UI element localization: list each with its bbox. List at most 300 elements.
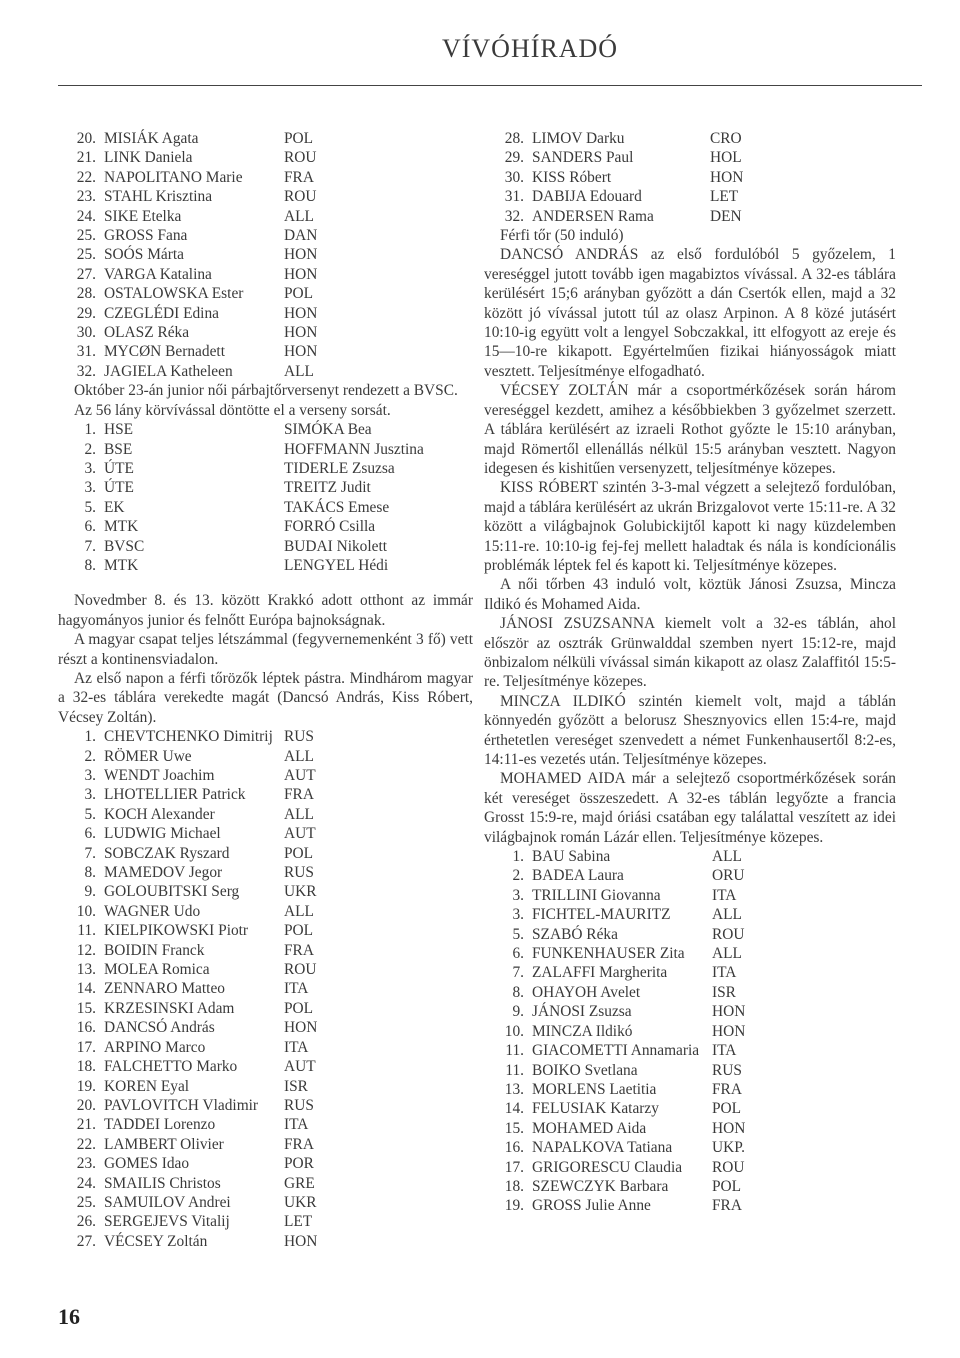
rank: 23.: [76, 188, 96, 206]
list-item: [58, 941, 473, 960]
paragraph: Az első napon a férfi tőrözők léptek pástra. Mindhárom magyar a 32-es táblára verekedte magát (Dancsó András, Kiss Róbert, Vécsey Zoltán).: [58, 669, 473, 726]
list-item: [58, 517, 473, 536]
rank: 24.: [76, 1174, 96, 1192]
rank: 20.: [76, 130, 96, 147]
report-paragraphs: [484, 245, 896, 847]
rank: 26.: [76, 1213, 96, 1231]
rank: 20.: [76, 1096, 96, 1114]
name: WENDT Joachim: [104, 767, 215, 784]
rank: 9.: [512, 1003, 524, 1021]
country: AUT: [284, 825, 316, 843]
list-item: [484, 1099, 896, 1118]
list-item: [58, 999, 473, 1018]
rank: 3.: [84, 767, 96, 784]
list-item: [484, 983, 896, 1002]
rank: 8.: [512, 983, 524, 1001]
rank: 14.: [76, 980, 96, 998]
list-item: [484, 1080, 896, 1099]
country: FRA: [284, 941, 314, 959]
list-item: [58, 785, 473, 804]
list-item: [484, 207, 896, 226]
list-item: [58, 863, 473, 882]
list-item: [58, 323, 473, 342]
country: DEN: [710, 207, 742, 225]
paragraph: Az 56 lány körvívással döntötte el a verseny sorsát.: [74, 401, 391, 419]
name: LAMBERT Olivier: [104, 1135, 224, 1153]
list-item: [58, 1212, 473, 1231]
country: POL: [284, 844, 314, 862]
club: ÚTE: [104, 479, 134, 497]
country: HON: [284, 343, 318, 361]
country: ISR: [284, 1077, 308, 1095]
name: ANDERSEN Rama: [532, 207, 654, 225]
country: FRA: [284, 168, 314, 186]
name: TREITZ Judit: [284, 479, 371, 497]
right-column: [484, 129, 896, 1216]
paragraph: A női tőrben 43 induló volt, köztük Jánosi Zsuzsa, Mincza Ildikó és Mohamed Aida.: [484, 576, 896, 613]
name: SMAILIS Christos: [104, 1174, 221, 1192]
rank: 17.: [504, 1158, 524, 1176]
country: UKP.: [712, 1139, 745, 1157]
country: ALL: [712, 945, 742, 963]
list-item: [484, 847, 896, 866]
rank: 1.: [512, 848, 524, 866]
paragraph: A magyar csapat teljes létszámmal (fegyvernemenként 3 fő) vett részt a kontinensviadalon.: [58, 631, 473, 668]
name: CHEVTCHENKO Dimitrij: [104, 728, 273, 746]
list-item: [484, 1022, 896, 1041]
rank: 13.: [504, 1080, 524, 1098]
name: OLASZ Réka: [104, 324, 190, 342]
name: GROSS Julie Anne: [532, 1197, 651, 1215]
list-item: [484, 886, 896, 905]
rank: 22.: [76, 168, 96, 186]
country: ROU: [284, 149, 317, 167]
rank: 6.: [84, 825, 96, 843]
name: MYCØN Bernadett: [104, 343, 225, 361]
rank: 8.: [84, 864, 96, 882]
country: ITA: [284, 1116, 309, 1134]
country: RUS: [284, 728, 314, 746]
rank: 2.: [512, 867, 524, 885]
country: DAN: [284, 227, 318, 245]
name: GOMES Idao: [104, 1155, 190, 1173]
name: VÉCSEY Zoltán: [104, 1232, 208, 1250]
rank: 32.: [76, 362, 96, 380]
rank: 9.: [84, 883, 96, 901]
name: LINK Daniela: [104, 149, 193, 167]
rank: 28.: [76, 285, 96, 303]
country: FRA: [712, 1080, 742, 1098]
rank: 18.: [76, 1058, 96, 1076]
paragraph: Novedmber 8. és 13. között Krakkó adott otthont az immár hagyományos junior és felnőtt Európa bajnokságnak.: [58, 592, 473, 629]
name: KRZESINSKI Adam: [104, 999, 235, 1017]
rank: 11.: [77, 922, 96, 940]
section-heading: Férfi tőr (50 induló): [500, 227, 624, 245]
country: HON: [284, 324, 318, 342]
list-item: [58, 478, 473, 497]
list-item: [58, 805, 473, 824]
list-item: [58, 362, 473, 381]
name: SANDERS Paul: [532, 149, 634, 167]
club: MTK: [104, 556, 139, 574]
name: NAPOLITANO Marie: [104, 168, 243, 186]
list-item: [58, 342, 473, 361]
name: BOIDIN Franck: [104, 941, 205, 959]
list-item: [58, 1154, 473, 1173]
country: HON: [284, 265, 318, 283]
country: ORU: [712, 867, 745, 885]
list-item: [58, 921, 473, 940]
name: RÖMER Uwe: [104, 747, 192, 765]
rank: 21.: [76, 149, 96, 167]
rank: 5.: [84, 498, 96, 516]
country: POL: [712, 1177, 742, 1195]
paragraph: MOHAMED AIDA már a selejtező csoportmérkőzések során két vereséget összeszedett. A 32-es táblán legyőzte a francia Grosst 15:9-re, majd óriási csatában egy találattal veszített az idei világbajnok román Lázár ellen. Teljesítménye közepes.: [484, 770, 896, 846]
list-item: [58, 882, 473, 901]
country: LET: [710, 188, 739, 206]
rank: 15.: [504, 1119, 524, 1137]
page-title: VÍVÓHÍRADÓ: [441, 34, 619, 63]
list-item: [484, 905, 896, 924]
country: HON: [712, 1022, 746, 1040]
list-item: [484, 963, 896, 982]
name: FICHTEL-MAURITZ: [532, 906, 671, 924]
list-item: [58, 187, 473, 206]
list-item: [58, 902, 473, 921]
rank: 18.: [504, 1177, 524, 1195]
country: POL: [284, 130, 314, 147]
women-foil-results: [484, 847, 896, 1216]
list-item: [484, 1041, 896, 1060]
name: GIACOMETTI Annamaria: [532, 1042, 700, 1060]
country: ROU: [284, 961, 317, 979]
rank: 31.: [504, 188, 524, 206]
club: BSE: [104, 440, 133, 458]
rank: 3.: [512, 886, 524, 904]
junior-epee-results: [58, 420, 473, 575]
list-item: [58, 459, 473, 478]
name: SERGEJEVS Vitalij: [104, 1213, 230, 1231]
page-header: [0, 34, 960, 64]
rank: 21.: [76, 1116, 96, 1134]
rank: 5.: [512, 925, 524, 943]
name: KIELPIKOWSKI Piotr: [104, 922, 249, 940]
name: BOIKO Svetlana: [532, 1061, 638, 1079]
name: MOLEA Romica: [104, 961, 210, 979]
name: FELUSIAK Katarzy: [532, 1100, 659, 1118]
rank: 1.: [84, 728, 96, 746]
list-item: [484, 1119, 896, 1138]
name: BUDAI Nikolett: [284, 537, 388, 555]
rank: 3.: [84, 786, 96, 804]
list-item: [58, 207, 473, 226]
name: BAU Sabina: [532, 848, 611, 866]
country: AUT: [284, 1058, 316, 1076]
list-item: [58, 304, 473, 323]
name: MINCZA Ildikó: [532, 1022, 633, 1040]
list-item: [484, 148, 896, 167]
list-item: [58, 245, 473, 264]
rank: 16.: [504, 1139, 524, 1157]
rank: 29.: [504, 149, 524, 167]
name: MISIÁK Agata: [104, 130, 199, 147]
rank: 1.: [84, 421, 96, 439]
country: FRA: [284, 1135, 314, 1153]
name: ZALAFFI Margherita: [532, 964, 668, 982]
country: AUT: [284, 767, 316, 784]
rank: 15.: [76, 999, 96, 1017]
name: VARGA Katalina: [104, 265, 212, 283]
name: SOÓS Márta: [104, 246, 184, 264]
country: HON: [284, 246, 318, 264]
rank: 19.: [504, 1197, 524, 1215]
list-item: [58, 1038, 473, 1057]
name: TIDERLE Zsuzsa: [284, 459, 395, 477]
rank: 7.: [84, 537, 96, 555]
name: JAGIELA Katheleen: [104, 362, 233, 380]
list-item: [58, 129, 473, 148]
list-item: [58, 537, 473, 556]
name: KOREN Eyal: [104, 1077, 190, 1095]
list-item: [484, 1158, 896, 1177]
country: UKR: [284, 1193, 317, 1211]
list-item: [58, 265, 473, 284]
list-item: [484, 129, 896, 148]
name: JÁNOSI Zsuzsa: [532, 1003, 632, 1021]
name: SZEWCZYK Barbara: [532, 1177, 669, 1195]
country: HON: [284, 1019, 318, 1037]
list-item: [58, 1096, 473, 1115]
rank: 23.: [76, 1155, 96, 1173]
list-item: [58, 824, 473, 843]
paragraph: Október 23-án junior női párbajtőrversenyt rendezett a BVSC.: [74, 382, 458, 400]
name: MORLENS Laetitia: [532, 1080, 657, 1098]
header-rule: [58, 85, 922, 86]
country: ITA: [712, 1042, 737, 1060]
club: ÚTE: [104, 459, 134, 477]
country: ROU: [712, 925, 745, 943]
name: SOBCZAK Ryszard: [104, 844, 230, 862]
name: GRIGORESCU Claudia: [532, 1158, 683, 1176]
page-number: 16: [58, 1304, 80, 1329]
name: SAMUILOV Andrei: [104, 1193, 231, 1211]
country: ALL: [284, 902, 314, 920]
country: HON: [284, 1232, 318, 1250]
rank: 31.: [76, 343, 96, 361]
country: HON: [710, 168, 744, 186]
list-item: [484, 187, 896, 206]
country: ITA: [712, 964, 737, 982]
rank: 13.: [76, 961, 96, 979]
country: ALL: [712, 848, 742, 866]
list-item: [58, 420, 473, 439]
rank: 3.: [84, 459, 96, 477]
name: SZABÓ Réka: [532, 925, 618, 943]
list-item: [484, 1196, 896, 1215]
paragraph: MINCZA ILDIKÓ szintén kiemelt volt, majd a táblán könnyedén győzött a belorusz Shesznyovics ellen 15:4-re, majd érthetetlen vereséget szenvedett a német Funkenhausertől 8:2-es, 14:11-es vezetés után. Teljesítménye közepes.: [484, 692, 896, 768]
country: HON: [712, 1003, 746, 1021]
rank: 8.: [84, 556, 96, 574]
country: FRA: [284, 786, 314, 804]
rank: 2.: [84, 747, 96, 765]
rank: 6.: [84, 518, 96, 536]
rank: 5.: [84, 805, 96, 823]
country: RUS: [712, 1061, 742, 1079]
list-item: [484, 1138, 896, 1157]
rank: 25.: [76, 1193, 96, 1211]
country: ALL: [284, 362, 314, 380]
list-item: [58, 747, 473, 766]
paragraph: JÁNOSI ZSUZSANNA kiemelt volt a 32-es táblán, ahol először az osztrák Grünwalddal szemben nyert 15:12-re, majd önbizalom nélküli vívással simán kikapott az olasz Zalaffitól 15:5-re. Teljesítménye közepes.: [484, 615, 896, 691]
list-item: [484, 1177, 896, 1196]
list-item: [484, 1002, 896, 1021]
paragraph: VÉCSEY ZOLTÁN már a csoportmérkőzések során három vereséggel kezdett, amihez a későbbiekben 3 győzelmet szerzett. A táblára kerülésért az izraeli Rothot győzte le 15:10 arányban, majd Römertől ellenállás nélkül 15:5 arányban vesztett. Nagyon idegesen és kishitűen versenyzett, teljesítménye közepes.: [484, 382, 896, 477]
country: RUS: [284, 1096, 314, 1114]
rank: 30.: [76, 324, 96, 342]
rank: 7.: [84, 844, 96, 862]
country: HOL: [710, 149, 742, 167]
country: HON: [712, 1119, 746, 1137]
name: LUDWIG Michael: [104, 825, 221, 843]
country: RUS: [284, 864, 314, 882]
paragraph: KISS RÓBERT szintén 3-3-mal végzett a selejtező fordulóban, majd a táblára kerülésért az ukrán Brizgalovot verte 15:11-re. A 32 között a világbajnok Golubickijtől kapott ki nagy küzdelemben 15:11-re. 10:10-ig fej-fej mellett haladtak és nála is kondícionális problémák léptek fel és kapott ki. Teljesítménye közepes.: [484, 479, 896, 574]
list-item: [484, 866, 896, 885]
rank: 25.: [76, 227, 96, 245]
rank: 7.: [512, 964, 524, 982]
rank: 10.: [504, 1022, 524, 1040]
country: POR: [284, 1155, 314, 1173]
rank: 19.: [76, 1077, 96, 1095]
list-item: [58, 766, 473, 785]
name: LHOTELLIER Patrick: [104, 786, 246, 804]
name: MOHAMED Aida: [532, 1119, 647, 1137]
rank: 22.: [76, 1135, 96, 1153]
name: SIMÓKA Bea: [284, 421, 372, 439]
rank: 12.: [76, 941, 96, 959]
women-epee-results-tail: [58, 129, 473, 381]
list-item: [58, 960, 473, 979]
country: POL: [284, 999, 314, 1017]
rank: 32.: [504, 207, 524, 225]
name: BADEA Laura: [532, 867, 624, 885]
name: LENGYEL Hédi: [284, 556, 389, 574]
name: LIMOV Darku: [532, 130, 625, 147]
list-item: [58, 556, 473, 575]
rank: 3.: [512, 906, 524, 924]
country: ALL: [284, 805, 314, 823]
rank: 2.: [84, 440, 96, 458]
country: ROU: [712, 1158, 745, 1176]
name: GROSS Fana: [104, 227, 188, 245]
name: NAPALKOVA Tatiana: [532, 1139, 673, 1157]
name: FALCHETTO Marko: [104, 1058, 238, 1076]
paragraph: DANCSÓ ANDRÁS az első fordulóból 5 győzelem, 1 vereséggel jutott tovább igen magabiztos vívással. A 32-es táblára kerülésért 15;6 arányban győzött a dán Csertók ellen, majd a 32 között jó vívással jutott túl az olasz Arpinon. A 8 közé jutásért 10:10-ig együtt volt a lengyel Sobczakkal, itt elfogyott az ereje és 15—10-re kikapott. Egyértelműen fizikai hiányosságok miatt vesztett. Teljesítménye elfogadható.: [484, 246, 896, 380]
country: ITA: [284, 980, 309, 998]
list-item: [58, 1174, 473, 1193]
list-item: [58, 498, 473, 517]
list-item: [484, 944, 896, 963]
country: ITA: [284, 1038, 309, 1056]
country: UKR: [284, 883, 317, 901]
club: BVSC: [104, 537, 145, 555]
name: WAGNER Udo: [104, 902, 201, 920]
left-column: [58, 129, 473, 1251]
name: FORRÓ Csilla: [284, 518, 376, 536]
rank: 14.: [504, 1100, 524, 1118]
country: POL: [712, 1100, 742, 1118]
rank: 28.: [504, 130, 524, 147]
name: OHAYOH Avelet: [532, 983, 641, 1001]
name: TRILLINI Giovanna: [532, 886, 661, 904]
men-foil-results-tail: [484, 129, 896, 226]
name: SIKE Etelka: [104, 207, 182, 225]
club: EK: [104, 498, 125, 516]
list-item: [58, 1115, 473, 1134]
name: ZENNARO Matteo: [104, 980, 225, 998]
country: FRA: [712, 1197, 742, 1215]
country: ROU: [284, 188, 317, 206]
rank: 3.: [84, 479, 96, 497]
rank: 6.: [512, 945, 524, 963]
country: CRO: [710, 130, 742, 147]
rank: 27.: [76, 265, 96, 283]
country: POL: [284, 922, 314, 940]
list-item: [58, 1135, 473, 1154]
club: MTK: [104, 518, 139, 536]
men-foil-results: [58, 727, 473, 1251]
name: KISS Róbert: [532, 168, 612, 186]
list-item: [58, 440, 473, 459]
name: DANCSÓ András: [104, 1019, 215, 1037]
name: ARPINO Marco: [104, 1038, 206, 1056]
name: MAMEDOV Jegor: [104, 864, 223, 882]
rank: 30.: [504, 168, 524, 186]
rank: 10.: [76, 902, 96, 920]
rank: 11.: [505, 1042, 524, 1060]
name: TAKÁCS Emese: [284, 498, 390, 516]
rank: 25.: [76, 246, 96, 264]
name: FUNKENHAUSER Zita: [532, 945, 685, 963]
rank: 11.: [505, 1061, 524, 1079]
club: HSE: [104, 421, 134, 439]
list-item: [58, 284, 473, 303]
list-item: [58, 844, 473, 863]
rank: 16.: [76, 1019, 96, 1037]
list-item: [58, 148, 473, 167]
country: POL: [284, 285, 314, 303]
list-item: [484, 168, 896, 187]
country: ISR: [712, 983, 736, 1001]
name: DABIJA Edouard: [532, 188, 642, 206]
list-item: [58, 727, 473, 746]
name: GOLOUBITSKI Serg: [104, 883, 240, 901]
name: PAVLOVITCH Vladimir: [104, 1096, 259, 1114]
name: CZEGLÉDI Edina: [104, 304, 219, 322]
rank: 24.: [76, 207, 96, 225]
list-item: [58, 979, 473, 998]
rank: 27.: [76, 1232, 96, 1250]
name: STAHL Krisztina: [104, 188, 213, 206]
list-item: [58, 1018, 473, 1037]
country: ALL: [284, 207, 314, 225]
country: HON: [284, 304, 318, 322]
country: ITA: [712, 886, 737, 904]
name: HOFFMANN Jusztina: [284, 440, 424, 458]
country: ALL: [284, 747, 314, 765]
name: KOCH Alexander: [104, 805, 215, 823]
country: GRE: [284, 1174, 315, 1192]
name: OSTALOWSKA Ester: [104, 285, 244, 303]
